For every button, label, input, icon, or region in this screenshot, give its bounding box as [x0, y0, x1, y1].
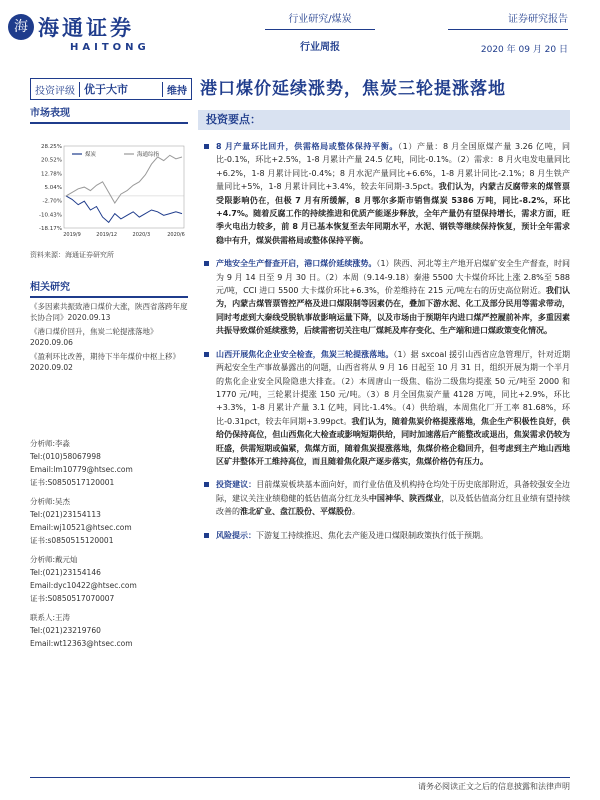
key-point-risk — [198, 529, 570, 542]
header-right-block — [448, 10, 568, 55]
logo-cn-text: 海通证券 — [38, 15, 134, 40]
rating-label: 投资评级 — [31, 82, 80, 97]
bullet-icon — [204, 352, 209, 357]
analyst-email[interactable]: Email:wj10521@htsec.com — [30, 523, 132, 532]
analyst-tel: Tel:(021)23154146 — [30, 568, 101, 577]
x-tick-label: 2020/6 — [167, 232, 185, 238]
legend-label: 煤炭 — [85, 152, 97, 158]
key-point-conclusion: 我们认为，内蒙古煤管票管控严格及进口煤限制等因素仍在，叠加下游水泥、化工及部分民用等需求带动，同时考虑到大秦线受脱轨事故影响运量下降，以及市场由于预期年内进口煤严控履前补库，多重因素共振导致煤价延续涨势，后续需密切关注电厂煤耗及库存变化、生产端和进口煤政策变化情况。 — [216, 286, 571, 336]
key-point-supply-demand — [198, 140, 570, 247]
key-point-lead: 风险提示： — [216, 530, 256, 540]
bullet-icon — [204, 533, 209, 538]
y-tick-label: -18.17% — [39, 226, 62, 232]
analyst-cert: 证书:S0850517070007 — [30, 594, 115, 603]
analyst-entry — [30, 437, 188, 489]
market-chart-svg — [30, 132, 188, 242]
y-tick-label: -10.43% — [39, 212, 62, 219]
analyst-name: 分析师:吴杰 — [30, 497, 71, 506]
recommended-stocks: 淮北矿业、盘江股份、平煤股份 — [240, 507, 352, 517]
key-point-body: ，以及低估值高分红且业绩有望持续改善的 — [216, 493, 571, 517]
analyst-name: 联系人:王涛 — [30, 613, 71, 622]
key-point-body: （1）产量：8 月全国原煤产量 3.26 亿吨，同比-0.1%，环比+2.5%，1-8 月累计产量 24.5 亿吨，同比-0.1%。（2）需求：8 月火电发电量同比+6.2%，1-8 月累计同比-0.4%；8 月水泥产量同比+6.6%，1-8 月累计同比-2.1%；8 月生铁产量同比+5%，1-8 月累计同比+3.4%，较去年同期-3.5pct。 — [216, 142, 570, 192]
key-point-body: 下游复工持续推迟、焦化去产能及进口煤限制政策执行低于预期。 — [256, 530, 488, 540]
key-point-body: 。 — [352, 507, 360, 517]
chart-source: 资料来源：海通证券研究所 — [30, 251, 114, 259]
analyst-email[interactable]: Email:dyc10422@htsec.com — [30, 581, 137, 590]
market-section-title: 市场表现 — [30, 104, 188, 124]
related-item[interactable]: 《多因素共振致港口煤价大涨，陕西省落跨年度长协合同》2020.09.13 — [30, 302, 188, 322]
logo-mark-icon: 海 — [8, 14, 34, 40]
page-header — [0, 0, 600, 62]
key-point-investment-advice — [198, 478, 570, 518]
analyst-cert: 证书:s0850515120001 — [30, 536, 114, 545]
analyst-entry — [30, 611, 188, 650]
analyst-tel: Tel:(010)58067998 — [30, 452, 101, 461]
key-point-lead: 产地安全生产督查开启，港口煤价延续涨势。 — [216, 259, 377, 269]
y-tick-label: 12.78% — [41, 171, 62, 178]
related-section-title: 相关研究 — [30, 278, 188, 298]
key-points-title: 投资要点： — [198, 110, 570, 130]
left-sidebar — [30, 104, 188, 656]
y-tick-label: 5.04% — [44, 185, 62, 191]
analyst-list — [30, 437, 188, 650]
key-point-body: 目前煤炭板块基本面向好，而行业估值及机构持仓均处于历史底部附近，具备较强安全边际，建议关注业绩稳健的低估值高分红龙头 — [216, 480, 570, 503]
x-tick-label: 2019/12 — [96, 232, 118, 238]
analyst-email[interactable]: Email:lm10779@htsec.com — [30, 465, 133, 474]
key-point-lead: 投资建议： — [216, 480, 257, 490]
report-type: 行业周报 — [300, 42, 340, 53]
legend-label: 海通综指 — [137, 152, 160, 158]
analyst-entry — [30, 553, 188, 605]
key-points-column — [198, 110, 570, 542]
investment-rating — [30, 78, 192, 100]
key-point-port-price — [198, 257, 570, 337]
y-tick-label: -2.70% — [42, 198, 62, 205]
company-logo — [14, 12, 150, 53]
analyst-name: 分析师:李淼 — [30, 439, 71, 448]
key-point-body: （1）陕西、河北等主产地开启煤矿安全生产督查，时间为 9 月 14 日至 9 月 30 日。（2）本周（9.14-9.18）秦港 5500 大卡煤价环比上涨 2.8%至 588 元/吨，CCI 进口 5500 大卡煤价环比+6.3%，价差维持在 215 元/吨左右的历史高位附近。 — [216, 259, 571, 296]
key-point-lead: 山西开展焦化企业安全检查，焦炭三轮提涨落地。 — [216, 349, 394, 359]
y-tick-label: 28.25% — [41, 144, 62, 150]
report-date: 2020 年 09 月 20 日 — [480, 45, 568, 55]
analyst-tel: Tel:(021)23219760 — [30, 626, 101, 635]
key-point-conclusion: 我们认为，内蒙古反腐带来的煤管票受限影响仍在，但极 7 月有所缓解，8 月鄂尔多斯市销售煤炭 5386 万吨，同比-8.2%，环比+4.7%。随着反腐工作的持续推进和优质产能逐步释放，全年产量仍有望保持增长，需求方面，旺季火电出力较多，前 8 月已基本恢复至去年同期水平，水泥、钢铁等继续保持恢复，预计全年需求稳中有升，煤炭供需格局或整体保持平衡。 — [216, 182, 570, 245]
bullet-icon — [204, 144, 209, 149]
analyst-name: 分析师:戴元灿 — [30, 555, 78, 564]
analyst-entry — [30, 495, 188, 547]
logo-en-text: HAITONG — [70, 42, 150, 53]
bullet-icon — [204, 482, 209, 487]
analyst-tel: Tel:(021)23154113 — [30, 510, 101, 519]
related-item[interactable]: 《盈利环比改善，期待下半年煤价中枢上移》2020.09.02 — [30, 352, 180, 372]
analyst-email[interactable]: Email:wt12363@htsec.com — [30, 639, 133, 648]
bullet-icon — [204, 261, 209, 266]
key-point-lead: 8 月产量环比回升，供需格局或整体保持平衡。 — [216, 142, 399, 151]
analyst-cert: 证书:S0850517120001 — [30, 478, 115, 487]
series-line-0 — [66, 196, 182, 223]
report-label: 证券研究报告 — [508, 14, 568, 25]
key-point-body: （1）据 sxcoal 援引山西省应急管理厅，针对近期两起安全生产事故暴露出的问题，山西省将从 9 月 16 日起至 10 月 31 日，组织开展为期一个半月的焦化企业安全风险隐患大排查。（2）本周唐山一级焦、临汾二级焦均提涨 50 元/吨至 2000 和 1770 元/吨，三轮累计提涨 150 元/吨。（3）8 月全国焦炭产量 4128 万吨，同比+2.9%，环比+3.3%，1-8 月累计产量 3.1 亿吨，同比-1.4%。（4）供给端，本周焦化厂开工率 81.68%，环比-0.31pct，较去年同期+3.99pct。 — [216, 349, 571, 426]
key-point-conclusion: 我们认为，随着焦炭价格提涨落地，焦企生产积极性良好，供给仍保持高位，但山西焦化大检查或影响短期供给，同时加速落后产能整改或退出，焦炭需求仍较为旺盛，供需短期或偏紧，焦煤方面，随着焦炭提涨落地，焦煤价格企稳回升，但考虑到主产地山西地区矿井整体开工维持高位，而且随着焦化限产逐步落实，焦煤价格仍有压力。 — [216, 416, 570, 466]
report-title: 港口煤价延续涨势，焦炭三轮提涨落地 — [200, 79, 506, 99]
recommended-stocks: 中国神华、陕西煤业 — [368, 493, 442, 503]
page-footer-disclaimer: 请务必阅读正文之后的信息披露和法律声明 — [0, 781, 570, 792]
x-tick-label: 2019/9 — [63, 232, 81, 238]
x-tick-label: 2020/3 — [132, 232, 151, 238]
rating-change: 维持 — [162, 82, 191, 97]
key-point-coke — [198, 348, 570, 469]
rating-value: 优于大市 — [84, 83, 128, 96]
market-chart — [30, 132, 188, 242]
y-tick-label: 20.52% — [41, 157, 62, 164]
header-category-block — [265, 10, 375, 53]
report-category: 行业研究/煤炭 — [288, 14, 352, 25]
related-item[interactable]: 《港口煤价回升，焦炭二轮提涨落地》2020.09.06 — [30, 327, 158, 347]
